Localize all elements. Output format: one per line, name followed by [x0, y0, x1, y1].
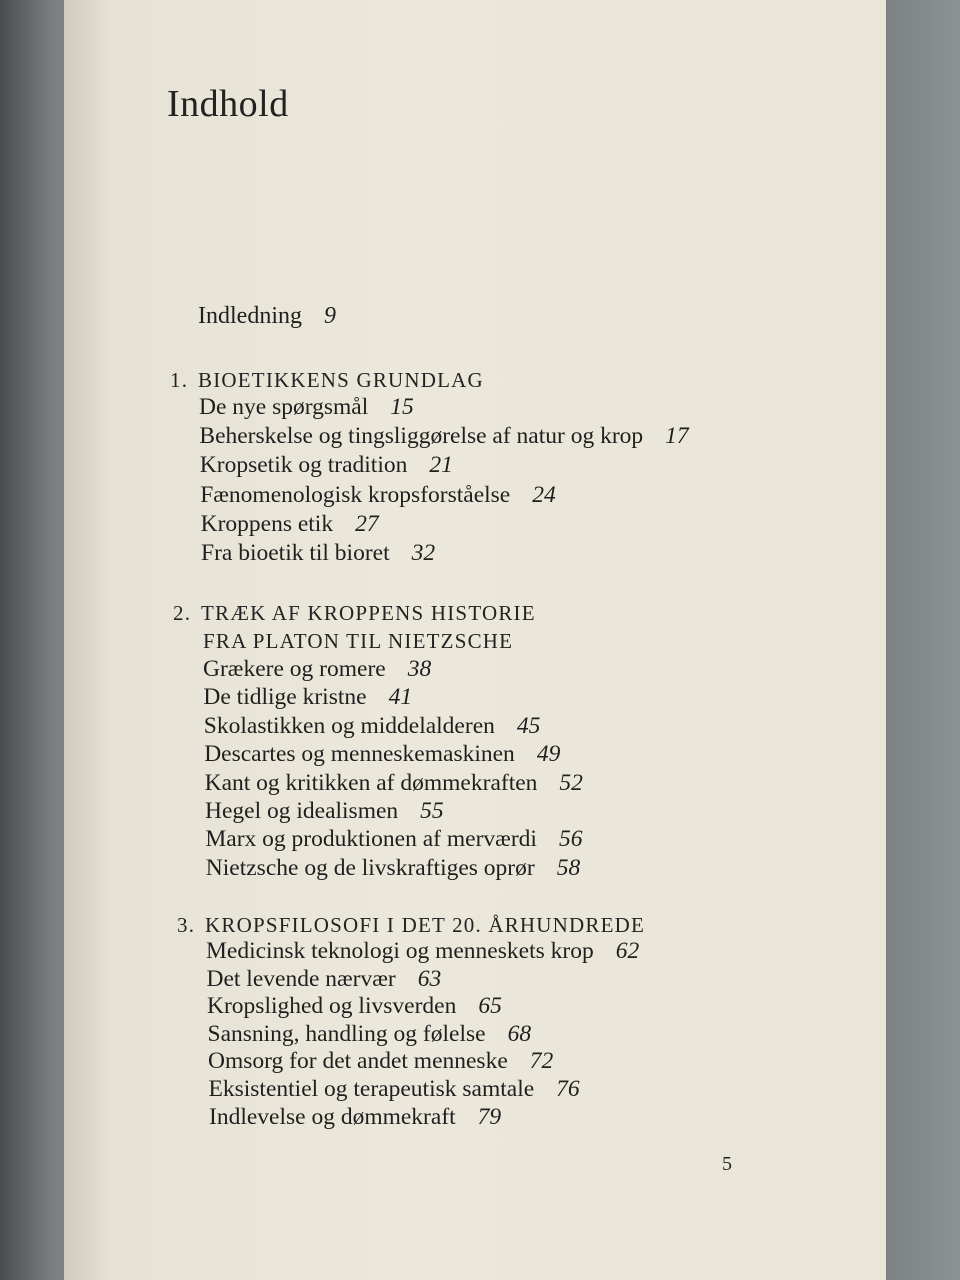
toc-entry: [208, 1021, 532, 1048]
toc-entry-page: 76: [556, 1076, 580, 1102]
toc-intro-entry: [198, 303, 336, 330]
toc-entry-title: Marx og produktionen af merværdi: [205, 826, 537, 853]
toc-entry-page: 17: [665, 423, 689, 450]
toc-entry-title: Kroppens etik: [200, 510, 334, 537]
toc-entry: [200, 452, 453, 479]
toc-entry-page: 52: [559, 769, 583, 796]
toc-entry-page: 45: [516, 712, 541, 739]
chapter-number: 1.: [170, 368, 189, 392]
toc-entry: [205, 826, 582, 853]
toc-entry-title: Descartes og menneskemaskinen: [204, 741, 515, 768]
chapter-title-text: FRA PLATON TIL NIETZSCHE: [203, 629, 514, 653]
toc-entry: [203, 656, 431, 683]
toc-entry-title: Kropsetik og tradition: [199, 452, 408, 479]
chapter-title-text: BIOETIKKENS GRUNDLAG: [198, 368, 484, 392]
chapter-title: [177, 913, 645, 938]
toc-entry: [199, 423, 688, 450]
toc-entry: [206, 938, 639, 965]
toc-entry-page: 55: [420, 798, 444, 824]
toc-entry: [201, 511, 379, 538]
toc-entry-page: 32: [411, 540, 436, 566]
toc-entry-page: 24: [532, 481, 556, 508]
toc-entry-page: 15: [390, 394, 414, 420]
toc-entry: [209, 1076, 580, 1103]
toc-entry: [207, 993, 502, 1020]
chapter-number: 2.: [173, 601, 192, 625]
toc-entry: [206, 855, 580, 882]
toc-intro-page: 9: [323, 303, 336, 329]
toc-entry-page: 38: [407, 656, 432, 682]
toc-entry-page: 68: [507, 1020, 532, 1047]
toc-entry-page: 72: [529, 1048, 554, 1075]
toc-entry: [209, 1104, 501, 1131]
toc-entry-page: 27: [355, 510, 379, 537]
toc-entry-title: Sansning, handling og følelse: [207, 1020, 486, 1047]
toc-entry: [203, 684, 412, 711]
toc-entry: [204, 741, 560, 768]
chapter-title-text: TRÆK AF KROPPENS HISTORIE: [201, 601, 536, 625]
toc-entry-page: 41: [388, 684, 413, 711]
toc-intro-title: Indledning: [198, 303, 302, 329]
toc-entry: [207, 966, 442, 993]
toc-entry: [204, 713, 541, 740]
toc-entry-page: 58: [556, 854, 581, 881]
toc-entry: [208, 1048, 553, 1075]
toc-entry-page: 65: [478, 993, 502, 1020]
toc-entry-title: Omsorg for det andet menneske: [208, 1048, 508, 1075]
toc-entry: [205, 798, 444, 825]
toc-entry-title: Det levende nærvær: [206, 965, 396, 992]
toc-entry-title: Fra bioetik til bioret: [201, 540, 390, 566]
toc-entry-title: Kant og kritikken af dømmekraften: [204, 769, 538, 796]
toc-entry-title: De tidlige kristne: [203, 684, 367, 711]
chapter-title: [170, 368, 484, 393]
toc-entry-page: 62: [615, 938, 640, 964]
toc-entry-title: Fænomenologisk kropsforståelse: [200, 481, 511, 508]
toc-entry-page: 56: [558, 826, 583, 853]
toc-entry-title: Skolastikken og middelalderen: [203, 712, 495, 739]
toc-entry: [201, 540, 435, 567]
page-title: Indhold: [167, 83, 289, 125]
chapter-title: [175, 629, 513, 654]
toc-entry-page: 79: [477, 1103, 502, 1130]
toc-entry-title: Beherskelse og tingsliggørelse af natur og krop: [199, 423, 644, 450]
toc-entry-title: Grækere og romere: [203, 656, 386, 682]
toc-entry-title: Medicinsk teknologi og menneskets krop: [206, 938, 594, 964]
toc-entry: [200, 482, 556, 509]
toc-entry-page: 49: [536, 741, 561, 768]
toc-entry-page: 63: [417, 965, 442, 992]
toc-entry-title: Kropslighed og livsverden: [207, 993, 457, 1020]
toc-entry: [205, 770, 583, 797]
chapter-title-text: KROPSFILOSOFI I DET 20. ÅRHUNDREDE: [205, 913, 646, 937]
toc-entry-title: De nye spørgsmål: [199, 394, 369, 420]
chapter-title: [173, 601, 536, 626]
page-number: 5: [722, 1153, 732, 1175]
toc-entry: [199, 394, 414, 421]
toc-entry-title: Hegel og idealismen: [205, 798, 399, 824]
toc-entry-title: Indlevelse og dømmekraft: [209, 1103, 456, 1130]
toc-entry-title: Nietzsche og de livskraftiges oprør: [205, 854, 535, 881]
chapter-number: 3.: [177, 913, 196, 937]
toc-entry-title: Eksistentiel og terapeutisk samtale: [208, 1076, 535, 1102]
toc-entry-page: 21: [429, 452, 453, 479]
